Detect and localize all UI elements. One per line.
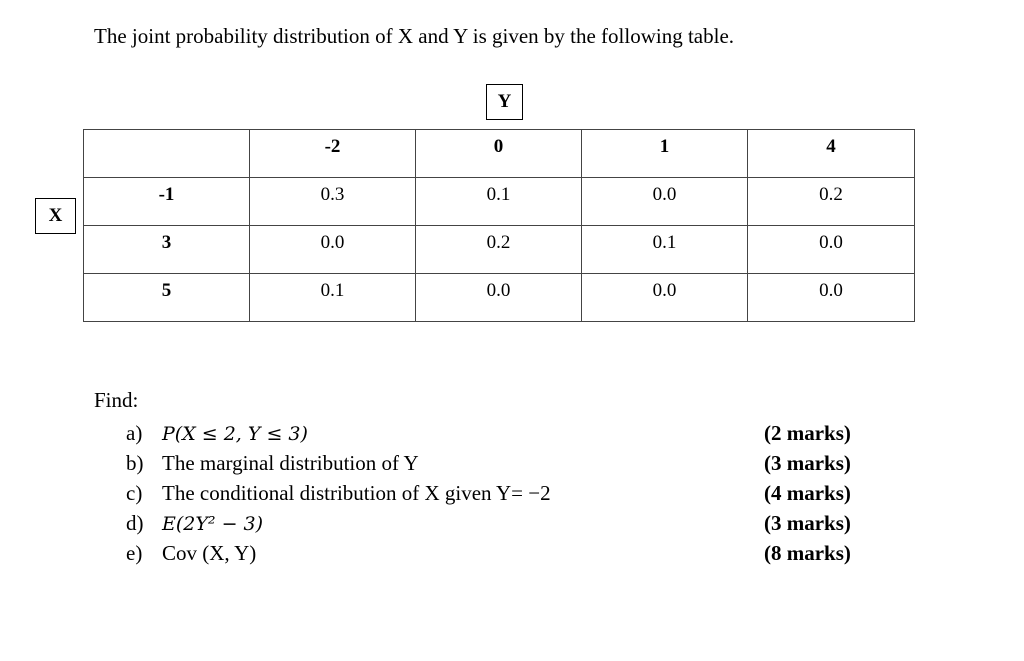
table-cell: 0.0: [416, 274, 582, 322]
question-letter: d): [126, 510, 144, 535]
table-cell: 0.2: [748, 178, 915, 226]
question-text: The marginal distribution of Y: [162, 450, 419, 475]
header-cell-corner: [84, 130, 250, 178]
question-marks: (3 marks): [764, 510, 851, 535]
table-cell: 0.1: [250, 274, 416, 322]
table-header-row: [84, 130, 915, 178]
header-cell-y-1: 1: [582, 130, 748, 178]
intro-text: The joint probability distribution of X and Y is given by the following table.: [94, 24, 735, 48]
find-label: Find:: [94, 388, 139, 412]
table-cell: 0.1: [416, 178, 582, 226]
table-cell: 0.0: [582, 178, 748, 226]
header-cell-y-neg2: -2: [250, 130, 416, 178]
question-item: [126, 478, 886, 508]
header-cell-y-0: 0: [416, 130, 582, 178]
header-cell-y-4: 4: [748, 130, 915, 178]
row-header-x: -1: [84, 178, 250, 226]
table-cell: 0.0: [748, 274, 915, 322]
table-cell: 0.2: [416, 226, 582, 274]
question-math: P(X ≤ 2, Y ≤ 3): [162, 422, 308, 445]
row-header-x: 5: [84, 274, 250, 322]
table-cell: 0.3: [250, 178, 416, 226]
table-cell: 0.0: [250, 226, 416, 274]
question-marks: (8 marks): [764, 540, 851, 565]
question-item: [126, 448, 886, 478]
question-item: [126, 508, 886, 538]
question-letter: c): [126, 480, 143, 505]
question-letter: a): [126, 420, 143, 445]
table-row: [84, 226, 915, 274]
question-item: [126, 418, 886, 448]
question-marks: (4 marks): [764, 480, 851, 505]
table-row: [84, 274, 915, 322]
joint-distribution-table: [83, 129, 915, 322]
question-text: [162, 421, 762, 446]
table-cell: 0.0: [748, 226, 915, 274]
question-marks: (2 marks): [764, 420, 851, 445]
row-header-x: 3: [84, 226, 250, 274]
table-cell: 0.0: [582, 274, 748, 322]
y-variable-label: Y: [486, 84, 523, 120]
question-text: Cov (X, Y): [162, 540, 257, 565]
table-cell: 0.1: [582, 226, 748, 274]
question-text: The conditional distribution of X given Y= −2: [162, 480, 551, 505]
question-item: [126, 538, 886, 568]
question-letter: e): [126, 540, 143, 565]
question-text: [162, 511, 762, 536]
question-letter: b): [126, 450, 144, 475]
question-math: E(2Y² − 3): [162, 512, 264, 535]
question-list: [126, 418, 886, 568]
x-variable-label: X: [35, 198, 76, 234]
table-row: [84, 178, 915, 226]
question-marks: (3 marks): [764, 450, 851, 475]
